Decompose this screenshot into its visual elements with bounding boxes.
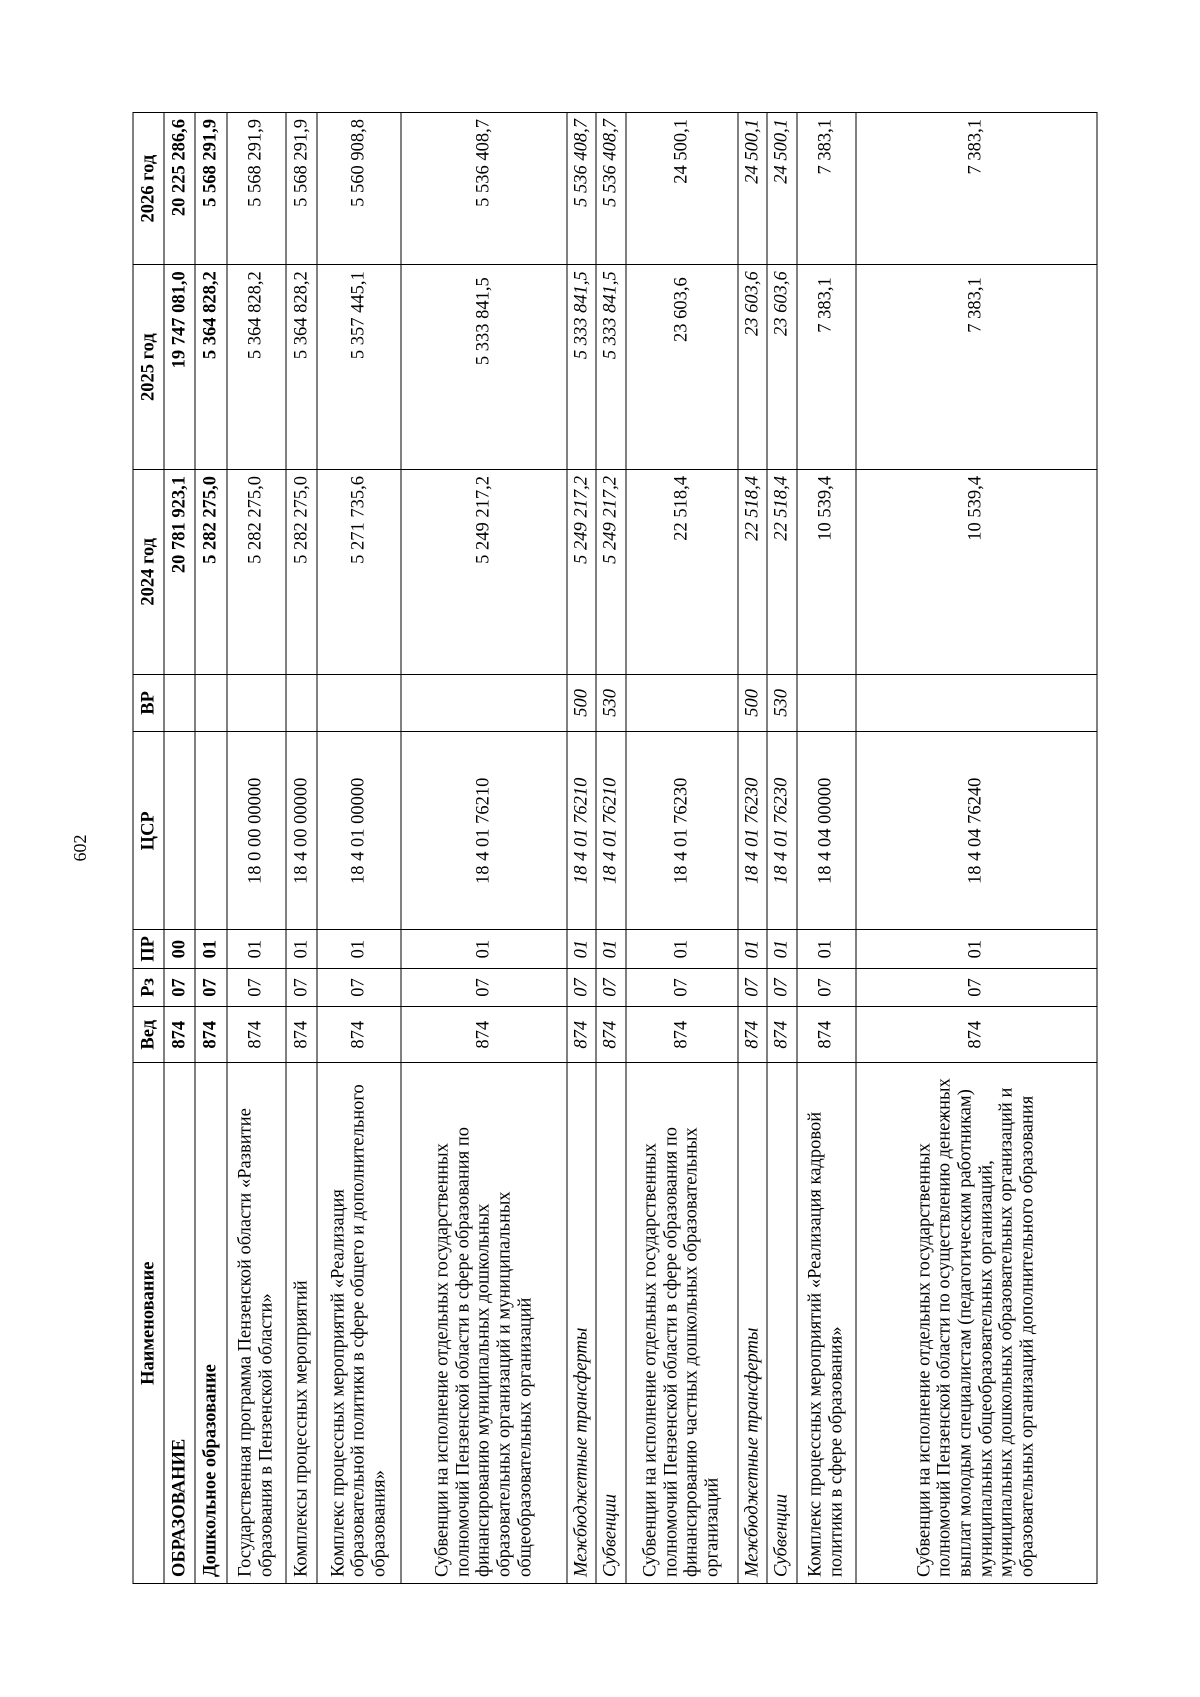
header-2026: 2026 год [133, 113, 164, 265]
row-ved: 874 [286, 1007, 317, 1063]
row-ved: 874 [195, 1007, 226, 1063]
table-row [596, 113, 625, 1584]
row-rz: 07 [317, 968, 401, 1006]
row-ved: 874 [567, 1007, 596, 1063]
row-name: Субвенции на исполнение отдельных государственных полномочий Пензенской области в сфере образования по финансированию муниципальных дошкольных образовательных организаций и муниципальных общеобразовательных организаций [401, 1063, 567, 1584]
row-2026: 24 500,1 [626, 113, 738, 265]
row-pr: 01 [227, 930, 286, 968]
row-csr: 18 4 01 76230 [738, 732, 767, 930]
header-pr: ПР [133, 930, 164, 968]
row-name: ОБРАЗОВАНИЕ [164, 1063, 195, 1584]
row-2026: 5 568 291,9 [286, 113, 317, 265]
row-2024: 5 249 217,2 [596, 469, 625, 674]
row-vr [195, 674, 226, 732]
row-rz: 07 [626, 968, 738, 1006]
header-ved: Вед [133, 1007, 164, 1063]
table-row [767, 113, 796, 1584]
row-pr: 01 [856, 930, 1097, 968]
row-2025: 5 333 841,5 [596, 265, 625, 470]
header-rz: Рз [133, 968, 164, 1006]
row-2026: 5 568 291,9 [227, 113, 286, 265]
row-2025: 5 364 828,2 [286, 265, 317, 470]
row-rz: 07 [596, 968, 625, 1006]
row-2026: 24 500,1 [767, 113, 796, 265]
row-2025: 7 383,1 [797, 265, 856, 470]
header-2024: 2024 год [133, 469, 164, 674]
table-row [401, 113, 567, 1584]
row-pr: 01 [626, 930, 738, 968]
row-2024: 22 518,4 [767, 469, 796, 674]
row-rz: 07 [286, 968, 317, 1006]
row-vr [401, 674, 567, 732]
row-vr [164, 674, 195, 732]
budget-table-container [133, 112, 1098, 1584]
table-row [227, 113, 286, 1584]
table-row [317, 113, 401, 1584]
row-2025: 5 333 841,5 [401, 265, 567, 470]
table-row-education-section [164, 113, 195, 1584]
row-csr: 18 4 04 00000 [797, 732, 856, 930]
table-row [286, 113, 317, 1584]
row-2025: 5 364 828,2 [195, 265, 226, 470]
row-vr [626, 674, 738, 732]
header-name: Наименование [133, 1063, 164, 1584]
row-vr: 500 [567, 674, 596, 732]
row-vr [797, 674, 856, 732]
row-name: Субвенции [767, 1063, 796, 1584]
row-ved: 874 [317, 1007, 401, 1063]
row-pr: 01 [567, 930, 596, 968]
budget-table [133, 112, 1098, 1584]
row-pr: 01 [797, 930, 856, 968]
row-rz: 07 [797, 968, 856, 1006]
row-rz: 07 [767, 968, 796, 1006]
row-rz: 07 [227, 968, 286, 1006]
row-2026: 5 568 291,9 [195, 113, 226, 265]
row-2026: 5 560 908,8 [317, 113, 401, 265]
row-rz: 07 [401, 968, 567, 1006]
row-2025: 23 603,6 [626, 265, 738, 470]
row-2024: 10 539,4 [797, 469, 856, 674]
row-2025: 23 603,6 [738, 265, 767, 470]
row-pr: 00 [164, 930, 195, 968]
row-name: Межбюджетные трансферты [567, 1063, 596, 1584]
row-ved: 874 [738, 1007, 767, 1063]
row-vr: 500 [738, 674, 767, 732]
table-header-row [133, 113, 164, 1584]
row-pr: 01 [738, 930, 767, 968]
row-2024: 5 271 735,6 [317, 469, 401, 674]
row-2024: 5 282 275,0 [227, 469, 286, 674]
row-pr: 01 [286, 930, 317, 968]
row-vr: 530 [767, 674, 796, 732]
row-2026: 5 536 408,7 [596, 113, 625, 265]
row-rz: 07 [738, 968, 767, 1006]
row-csr: 18 4 01 00000 [317, 732, 401, 930]
table-row [567, 113, 596, 1584]
page-number: 602 [70, 834, 90, 862]
row-ved: 874 [626, 1007, 738, 1063]
row-csr: 18 4 04 76240 [856, 732, 1097, 930]
row-ved: 874 [767, 1007, 796, 1063]
row-csr: 18 4 01 76210 [401, 732, 567, 930]
row-name: Комплекс процессных мероприятий «Реализация кадровой политики в сфере образования» [797, 1063, 856, 1584]
row-csr: 18 4 01 76210 [596, 732, 625, 930]
row-pr: 01 [767, 930, 796, 968]
header-vr: ВР [133, 674, 164, 732]
row-2025: 19 747 081,0 [164, 265, 195, 470]
table-row [626, 113, 738, 1584]
row-pr: 01 [596, 930, 625, 968]
row-2026: 7 383,1 [797, 113, 856, 265]
row-vr [317, 674, 401, 732]
table-row-preschool-subsection [195, 113, 226, 1584]
row-2026: 24 500,1 [738, 113, 767, 265]
row-name: Комплекс процессных мероприятий «Реализация образовательной политики в сфере общего и дополнительного образования» [317, 1063, 401, 1584]
row-name: Комплексы процессных мероприятий [286, 1063, 317, 1584]
row-ved: 874 [797, 1007, 856, 1063]
row-name: Субвенции на исполнение отдельных государственных полномочий Пензенской области по осуществлению денежных выплат молодым специалистам (педагогическим работникам) муниципальных общеобразовательных организаций, муниципальных дошкольных образовательных организаций и образовательных организаций дополнительного образования [856, 1063, 1097, 1584]
row-rz: 07 [856, 968, 1097, 1006]
row-2024: 10 539,4 [856, 469, 1097, 674]
row-vr [286, 674, 317, 732]
row-vr [856, 674, 1097, 732]
row-2026: 7 383,1 [856, 113, 1097, 265]
row-vr [227, 674, 286, 732]
row-csr: 18 4 01 76210 [567, 732, 596, 930]
table-row [738, 113, 767, 1584]
row-pr: 01 [195, 930, 226, 968]
row-csr [164, 732, 195, 930]
row-2024: 22 518,4 [626, 469, 738, 674]
row-2024: 20 781 923,1 [164, 469, 195, 674]
row-csr: 18 4 01 76230 [767, 732, 796, 930]
row-2026: 5 536 408,7 [401, 113, 567, 265]
row-2026: 20 225 286,6 [164, 113, 195, 265]
row-2025: 5 364 828,2 [227, 265, 286, 470]
row-name: Дошкольное образование [195, 1063, 226, 1584]
row-vr: 530 [596, 674, 625, 732]
row-2024: 22 518,4 [738, 469, 767, 674]
row-2026: 5 536 408,7 [567, 113, 596, 265]
row-2024: 5 249 217,2 [567, 469, 596, 674]
header-csr: ЦСР [133, 732, 164, 930]
table-row [856, 113, 1097, 1584]
row-rz: 07 [567, 968, 596, 1006]
row-2024: 5 282 275,0 [286, 469, 317, 674]
row-ved: 874 [856, 1007, 1097, 1063]
row-csr: 18 0 00 00000 [227, 732, 286, 930]
row-name: Субвенции на исполнение отдельных государственных полномочий Пензенской области в сфере образования по финансированию частных дошкольных образовательных организаций [626, 1063, 738, 1584]
row-csr: 18 4 01 76230 [626, 732, 738, 930]
row-ved: 874 [401, 1007, 567, 1063]
row-2024: 5 282 275,0 [195, 469, 226, 674]
row-name: Межбюджетные трансферты [738, 1063, 767, 1584]
row-rz: 07 [195, 968, 226, 1006]
row-2025: 5 357 445,1 [317, 265, 401, 470]
row-pr: 01 [401, 930, 567, 968]
row-2025: 5 333 841,5 [567, 265, 596, 470]
row-csr [195, 732, 226, 930]
header-2025: 2025 год [133, 265, 164, 470]
row-2025: 23 603,6 [767, 265, 796, 470]
row-rz: 07 [164, 968, 195, 1006]
row-name: Субвенции [596, 1063, 625, 1584]
row-ved: 874 [227, 1007, 286, 1063]
row-pr: 01 [317, 930, 401, 968]
row-ved: 874 [164, 1007, 195, 1063]
row-2025: 7 383,1 [856, 265, 1097, 470]
row-csr: 18 4 00 00000 [286, 732, 317, 930]
row-name: Государственная программа Пензенской области «Развитие образования в Пензенской области» [227, 1063, 286, 1584]
table-row [797, 113, 856, 1584]
row-2024: 5 249 217,2 [401, 469, 567, 674]
row-ved: 874 [596, 1007, 625, 1063]
